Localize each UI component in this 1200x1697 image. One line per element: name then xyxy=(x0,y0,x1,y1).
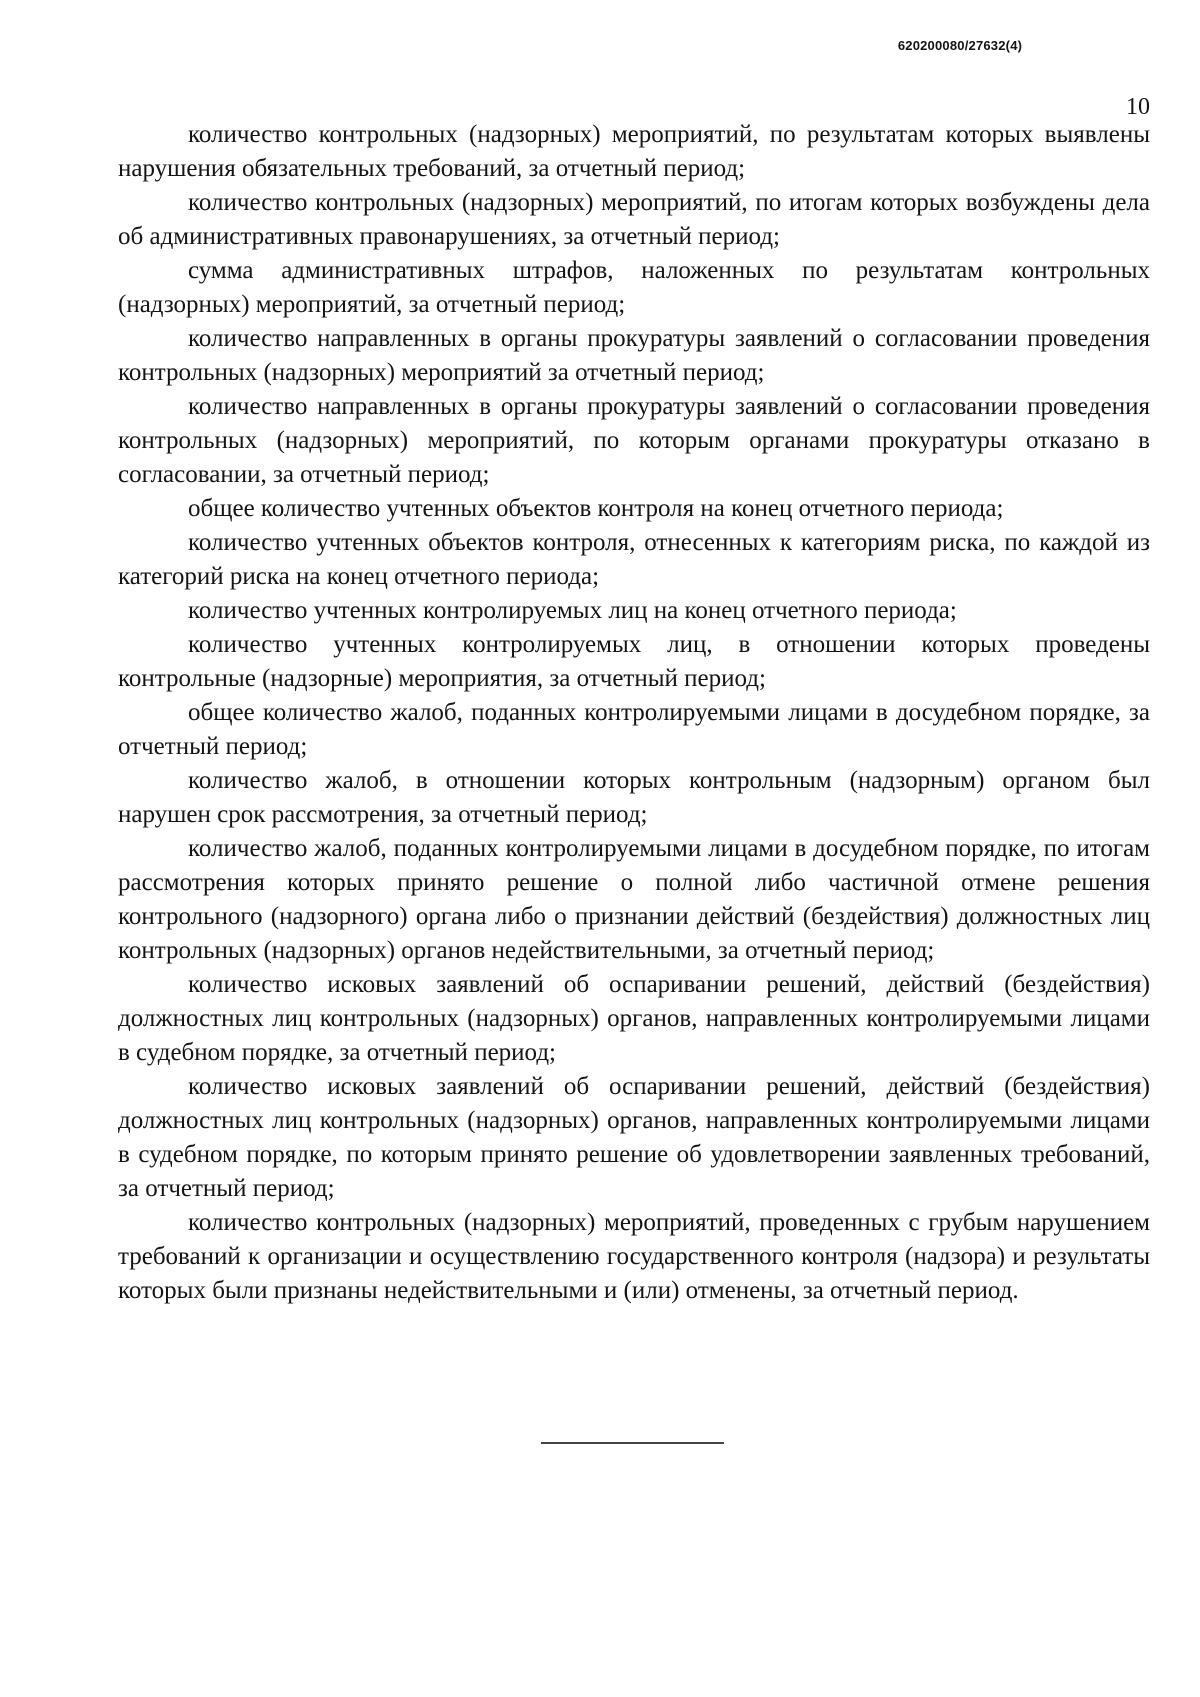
paragraph: количество учтенных объектов контроля, отнесенных к категориям риска, по каждой из категорий риска на конец отчетного периода; xyxy=(118,529,1150,590)
paragraph: количество контрольных (надзорных) мероприятий, по результатам которых выявлены нарушения обязательных требований, за отчетный период; xyxy=(118,121,1150,182)
paragraph: количество жалоб, в отношении которых контрольным (надзорным) органом был нарушен срок рассмотрения, за отчетный период; xyxy=(118,767,1150,828)
paragraph: общее количество учтенных объектов контроля на конец отчетного периода; xyxy=(188,495,1004,522)
paragraph: количество направленных в органы прокуратуры заявлений о согласовании проведения контрольных (надзорных) мероприятий за отчетный период; xyxy=(118,325,1150,386)
paragraph: количество контрольных (надзорных) мероприятий, по итогам которых возбуждены дела об административных правонарушениях, за отчетный период; xyxy=(118,189,1150,250)
paragraph: количество учтенных контролируемых лиц на конец отчетного периода; xyxy=(188,597,957,624)
paragraph: количество жалоб, поданных контролируемыми лицами в досудебном порядке, по итогам рассмотрения которых принято решение о полной либо частичной отмене решения контрольного (надзорного) органа либо о признании действий (бездействия) должностных лиц контрольных (надзорных) органов недействительными, за отчетный период; xyxy=(118,835,1150,964)
paragraph: сумма административных штрафов, наложенных по результатам контрольных (надзорных) мероприятий, за отчетный период; xyxy=(118,257,1150,318)
paragraph: количество направленных в органы прокуратуры заявлений о согласовании проведения контрольных (надзорных) мероприятий, по которым органами прокуратуры отказано в согласовании, за отчетный период; xyxy=(118,393,1150,488)
document-number: 620200080/27632(4) xyxy=(897,38,1023,53)
paragraph: количество контрольных (надзорных) мероприятий, проведенных с грубым нарушением требований к организации и осуществлению государственного контроля (надзора) и результаты которых были признаны недействительными и (или) отменены, за отчетный период. xyxy=(118,1209,1150,1304)
page-number: 10 xyxy=(1126,94,1150,120)
paragraph: количество исковых заявлений об оспаривании решений, действий (бездействия) должностных лиц контрольных (надзорных) органов, направленных контролируемыми лицами в судебном порядке, за отчетный период; xyxy=(118,971,1150,1066)
document-body xyxy=(118,118,1150,1308)
paragraph: количество исковых заявлений об оспаривании решений, действий (бездействия) должностных лиц контрольных (надзорных) органов, направленных контролируемыми лицами в судебном порядке, по которым принято решение об удовлетворении заявленных требований, за отчетный период; xyxy=(118,1073,1150,1202)
paragraph: количество учтенных контролируемых лиц, в отношении которых проведены контрольные (надзорные) мероприятия, за отчетный период; xyxy=(118,631,1150,692)
paragraph: общее количество жалоб, поданных контролируемыми лицами в досудебном порядке, за отчетный период; xyxy=(118,699,1150,760)
end-of-document-rule xyxy=(541,1442,724,1444)
